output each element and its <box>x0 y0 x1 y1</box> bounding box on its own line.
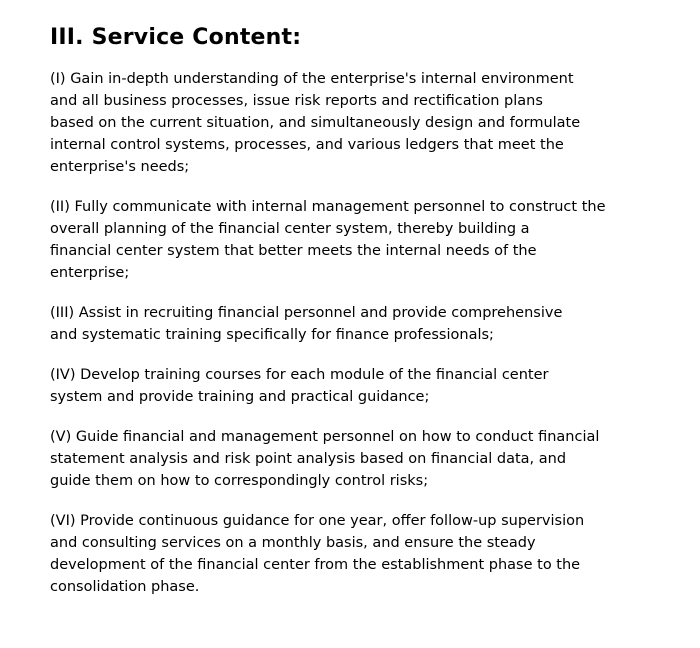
service-item-6: (VI) Provide continuous guidance for one year, offer follow-up supervision and consulting services on a monthly basis, and ensure the steady development of the financial center from the establishment phase to the consolidation phase. <box>50 513 585 595</box>
service-item-5: (V) Guide financial and management personnel on how to conduct financial statement analysis and risk point analysis based on financial data, and guide them on how to correspondingly control risks; <box>50 429 600 489</box>
service-item-1: (I) Gain in-depth understanding of the enterprise's internal environment and all business processes, issue risk reports and rectification plans based on the current situation, and simultaneously design and formulate internal control systems, processes, and various ledgers that meet the enterprise's needs; <box>50 71 581 175</box>
service-item-2: (II) Fully communicate with internal management personnel to construct the overall planning of the financial center system, thereby building a financial center system that better meets the internal needs of the enterprise; <box>50 199 606 281</box>
document-body <box>50 24 650 616</box>
section-heading: III. Service Content: <box>50 25 302 50</box>
service-item-4: (IV) Develop training courses for each module of the financial center system and provide training and practical guidance; <box>50 367 549 405</box>
service-item-3: (III) Assist in recruiting financial personnel and provide comprehensive and systematic training specifically for finance professionals; <box>50 305 563 343</box>
